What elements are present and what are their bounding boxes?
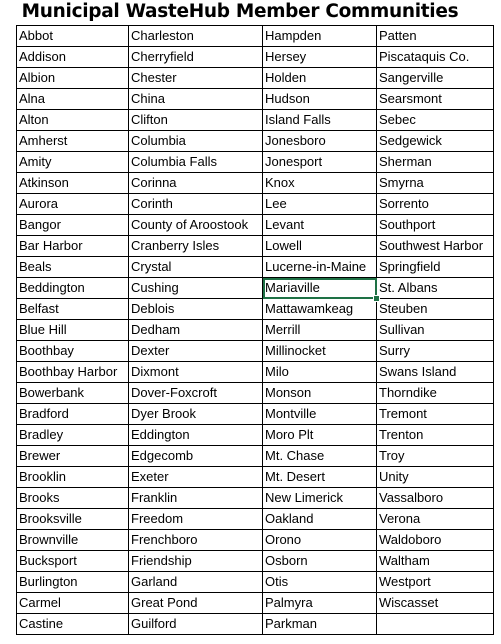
table-cell[interactable]: County of Aroostook bbox=[129, 215, 263, 236]
table-cell[interactable]: Mt. Chase bbox=[263, 446, 377, 467]
table-row bbox=[17, 446, 494, 467]
table-cell[interactable]: Eddington bbox=[129, 425, 263, 446]
table-cell[interactable]: Brooks bbox=[17, 488, 129, 509]
table-cell[interactable]: Alna bbox=[17, 89, 129, 110]
table-cell[interactable]: Columbia bbox=[129, 131, 263, 152]
table-cell[interactable]: Castine bbox=[17, 614, 129, 635]
table-row bbox=[17, 236, 494, 257]
table-cell[interactable]: Albion bbox=[17, 68, 129, 89]
table-cell[interactable]: Guilford bbox=[129, 614, 263, 635]
table-cell[interactable]: Waltham bbox=[377, 551, 494, 572]
table-cell[interactable]: Clifton bbox=[129, 110, 263, 131]
table-row bbox=[17, 341, 494, 362]
table-cell[interactable]: Moro Plt bbox=[263, 425, 377, 446]
table-row bbox=[17, 593, 494, 614]
table-cell[interactable]: Bar Harbor bbox=[17, 236, 129, 257]
table-cell[interactable]: Abbot bbox=[17, 26, 129, 47]
table-row bbox=[17, 530, 494, 551]
table-cell[interactable]: Lucerne-in-Maine bbox=[263, 257, 377, 278]
table-cell[interactable]: Surry bbox=[377, 341, 494, 362]
table-cell[interactable]: Milo bbox=[263, 362, 377, 383]
table-row bbox=[17, 89, 494, 110]
table-cell[interactable]: Mattawamkeag bbox=[263, 299, 377, 320]
table-row bbox=[17, 152, 494, 173]
table-cell[interactable]: Vassalboro bbox=[377, 488, 494, 509]
table-cell[interactable]: Smyrna bbox=[377, 173, 494, 194]
table-cell[interactable]: Trenton bbox=[377, 425, 494, 446]
table-cell[interactable]: Amity bbox=[17, 152, 129, 173]
table-cell[interactable]: Cushing bbox=[129, 278, 263, 299]
table-cell[interactable]: Southport bbox=[377, 215, 494, 236]
table-cell[interactable]: Hampden bbox=[263, 26, 377, 47]
table-cell[interactable]: Belfast bbox=[17, 299, 129, 320]
table-cell[interactable]: Palmyra bbox=[263, 593, 377, 614]
table-cell[interactable]: Piscataquis Co. bbox=[377, 47, 494, 68]
table-cell[interactable]: Searsmont bbox=[377, 89, 494, 110]
table-cell[interactable]: Dyer Brook bbox=[129, 404, 263, 425]
table-cell[interactable]: Otis bbox=[263, 572, 377, 593]
table-row bbox=[17, 110, 494, 131]
table-cell[interactable]: Millinocket bbox=[263, 341, 377, 362]
table-cell-selected[interactable]: Mariaville bbox=[263, 278, 377, 299]
table-cell[interactable]: Oakland bbox=[263, 509, 377, 530]
table-row bbox=[17, 614, 494, 635]
sheet-title[interactable]: Municipal WasteHub Member Communities bbox=[21, 1, 459, 22]
table-cell[interactable]: Cherryfield bbox=[129, 47, 263, 68]
table-cell[interactable]: Verona bbox=[377, 509, 494, 530]
table-cell[interactable]: Holden bbox=[263, 68, 377, 89]
table-cell[interactable]: Hudson bbox=[263, 89, 377, 110]
table-row bbox=[17, 383, 494, 404]
table-cell[interactable]: Brewer bbox=[17, 446, 129, 467]
table-cell[interactable]: Addison bbox=[17, 47, 129, 68]
table-cell[interactable]: Crystal bbox=[129, 257, 263, 278]
table-cell[interactable] bbox=[377, 614, 494, 635]
table-cell[interactable]: Atkinson bbox=[17, 173, 129, 194]
table-cell[interactable]: Burlington bbox=[17, 572, 129, 593]
table-cell[interactable]: Brooksville bbox=[17, 509, 129, 530]
table-cell[interactable]: Wiscasset bbox=[377, 593, 494, 614]
table-cell[interactable]: Carmel bbox=[17, 593, 129, 614]
table-cell[interactable]: Columbia Falls bbox=[129, 152, 263, 173]
table-row bbox=[17, 551, 494, 572]
table-row bbox=[17, 425, 494, 446]
table-cell[interactable]: Island Falls bbox=[263, 110, 377, 131]
table-row bbox=[17, 47, 494, 68]
table-cell[interactable]: Alton bbox=[17, 110, 129, 131]
table-cell[interactable]: Bradford bbox=[17, 404, 129, 425]
table-cell[interactable]: Franklin bbox=[129, 488, 263, 509]
table-cell[interactable]: Bowerbank bbox=[17, 383, 129, 404]
table-cell[interactable]: Waldoboro bbox=[377, 530, 494, 551]
table-cell[interactable]: Troy bbox=[377, 446, 494, 467]
table-row bbox=[17, 257, 494, 278]
table-cell[interactable]: Frenchboro bbox=[129, 530, 263, 551]
table-row bbox=[17, 404, 494, 425]
table-cell[interactable]: Chester bbox=[129, 68, 263, 89]
table-cell[interactable]: Corinna bbox=[129, 173, 263, 194]
table-cell[interactable]: Boothbay Harbor bbox=[17, 362, 129, 383]
table-cell[interactable]: Springfield bbox=[377, 257, 494, 278]
table-cell[interactable]: Jonesboro bbox=[263, 131, 377, 152]
table-row bbox=[17, 509, 494, 530]
table-cell[interactable]: Deblois bbox=[129, 299, 263, 320]
fill-handle[interactable] bbox=[373, 295, 380, 302]
table-cell[interactable]: Garland bbox=[129, 572, 263, 593]
table-cell[interactable]: Thorndike bbox=[377, 383, 494, 404]
table-cell[interactable]: Swans Island bbox=[377, 362, 494, 383]
table-cell[interactable]: Monson bbox=[263, 383, 377, 404]
table-cell[interactable]: Bangor bbox=[17, 215, 129, 236]
table-row bbox=[17, 572, 494, 593]
table-cell[interactable]: Corinth bbox=[129, 194, 263, 215]
table-cell[interactable]: Steuben bbox=[377, 299, 494, 320]
table-cell[interactable]: Friendship bbox=[129, 551, 263, 572]
table-cell[interactable]: China bbox=[129, 89, 263, 110]
table-row bbox=[17, 467, 494, 488]
table-row bbox=[17, 26, 494, 47]
table-row bbox=[17, 194, 494, 215]
table-cell[interactable]: Sangerville bbox=[377, 68, 494, 89]
table-cell[interactable]: Sullivan bbox=[377, 320, 494, 341]
table-cell[interactable]: Montville bbox=[263, 404, 377, 425]
table-cell[interactable]: Mt. Desert bbox=[263, 467, 377, 488]
table-cell[interactable]: Hersey bbox=[263, 47, 377, 68]
table-cell[interactable]: Knox bbox=[263, 173, 377, 194]
table-row bbox=[17, 68, 494, 89]
table-cell[interactable]: Charleston bbox=[129, 26, 263, 47]
table-cell[interactable]: Bucksport bbox=[17, 551, 129, 572]
communities-table bbox=[16, 25, 494, 635]
table-row bbox=[17, 488, 494, 509]
table-cell[interactable]: Beddington bbox=[17, 278, 129, 299]
table-cell[interactable]: Dover-Foxcroft bbox=[129, 383, 263, 404]
table-cell[interactable]: Dixmont bbox=[129, 362, 263, 383]
table-row bbox=[17, 362, 494, 383]
table-row bbox=[17, 278, 494, 299]
table-cell[interactable]: Dexter bbox=[129, 341, 263, 362]
table-cell[interactable]: Jonesport bbox=[263, 152, 377, 173]
table-cell[interactable]: Bradley bbox=[17, 425, 129, 446]
table-cell[interactable]: Edgecomb bbox=[129, 446, 263, 467]
table-cell[interactable]: Lowell bbox=[263, 236, 377, 257]
table-cell[interactable]: Westport bbox=[377, 572, 494, 593]
table-cell[interactable]: Unity bbox=[377, 467, 494, 488]
table-cell[interactable]: New Limerick bbox=[263, 488, 377, 509]
table-cell[interactable]: Merrill bbox=[263, 320, 377, 341]
table-cell[interactable]: Amherst bbox=[17, 131, 129, 152]
table-cell[interactable]: Southwest Harbor bbox=[377, 236, 494, 257]
table-cell[interactable]: Beals bbox=[17, 257, 129, 278]
table-cell[interactable]: Sebec bbox=[377, 110, 494, 131]
table-cell[interactable]: Dedham bbox=[129, 320, 263, 341]
table-cell[interactable]: Tremont bbox=[377, 404, 494, 425]
table-cell[interactable]: Patten bbox=[377, 26, 494, 47]
table-cell[interactable]: Blue Hill bbox=[17, 320, 129, 341]
table-cell[interactable]: Sorrento bbox=[377, 194, 494, 215]
table-cell[interactable]: Aurora bbox=[17, 194, 129, 215]
table-cell[interactable]: Brownville bbox=[17, 530, 129, 551]
table-row bbox=[17, 131, 494, 152]
table-cell[interactable]: Levant bbox=[263, 215, 377, 236]
table-cell[interactable]: Brooklin bbox=[17, 467, 129, 488]
table-cell[interactable]: Cranberry Isles bbox=[129, 236, 263, 257]
table-row bbox=[17, 173, 494, 194]
table-cell[interactable]: Boothbay bbox=[17, 341, 129, 362]
table-cell[interactable]: St. Albans bbox=[377, 278, 494, 299]
table-cell[interactable]: Great Pond bbox=[129, 593, 263, 614]
table-cell[interactable]: Exeter bbox=[129, 467, 263, 488]
table-cell[interactable]: Osborn bbox=[263, 551, 377, 572]
table-cell[interactable]: Orono bbox=[263, 530, 377, 551]
table-cell[interactable]: Sedgewick bbox=[377, 131, 494, 152]
table-row bbox=[17, 215, 494, 236]
table-cell[interactable]: Lee bbox=[263, 194, 377, 215]
table-row bbox=[17, 320, 494, 341]
table-cell[interactable]: Parkman bbox=[263, 614, 377, 635]
table-row bbox=[17, 299, 494, 320]
table-cell[interactable]: Freedom bbox=[129, 509, 263, 530]
table-cell[interactable]: Sherman bbox=[377, 152, 494, 173]
